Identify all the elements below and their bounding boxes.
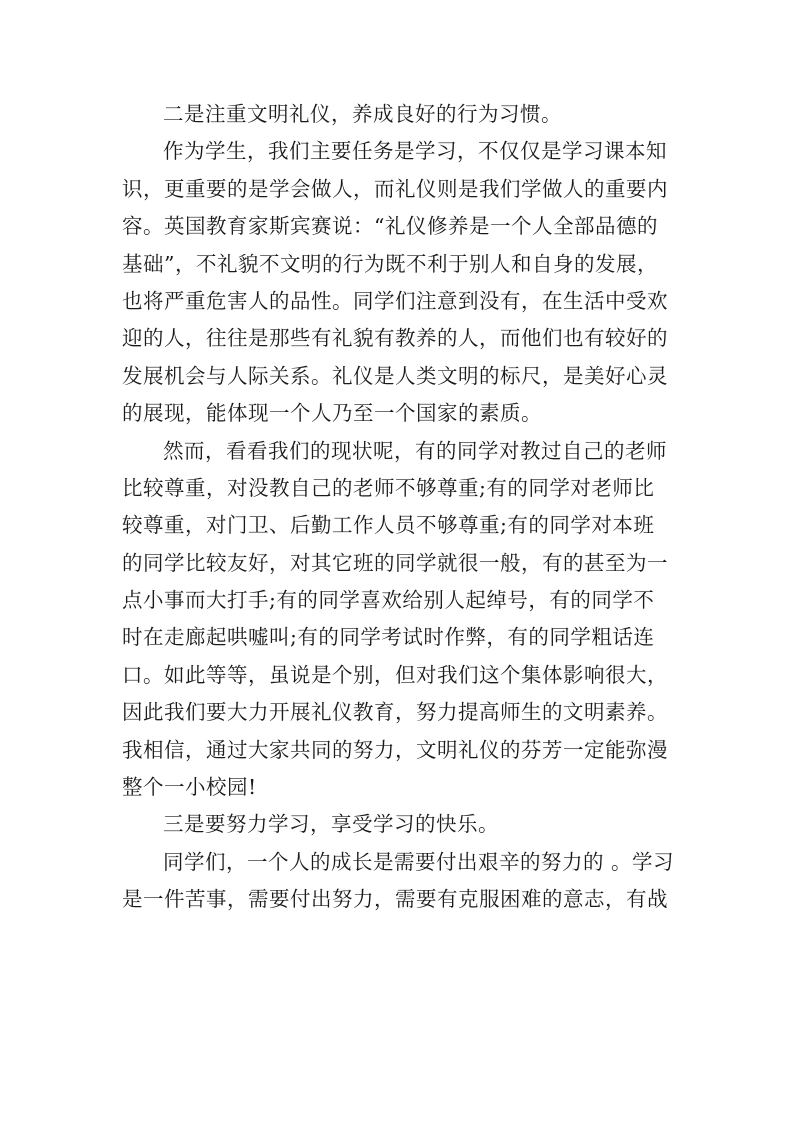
text-line: 识，更重要的是学会做人，而礼仪则是我们学做人的重要内 xyxy=(122,176,668,201)
text-line: 我相信，通过大家共同的努力，文明礼仪的芬芳一定能弥漫 xyxy=(122,737,668,762)
text-line: 比较尊重，对没教自己的老师不够尊重;有的同学对老师比 xyxy=(122,475,655,500)
text-line: 是一件苦事，需要付出努力，需要有克服困难的意志，有战 xyxy=(122,887,668,912)
text-line: 点小事而大打手;有的同学喜欢给别人起绰号，有的同学不 xyxy=(122,588,655,613)
text-line: 迎的人，往往是那些有礼貌有教养的人，而他们也有较好的 xyxy=(122,326,668,351)
text-line: 然而，看看我们的现状呢，有的同学对教过自己的老师 xyxy=(163,438,667,463)
text-line: 时在走廊起哄嘘叫;有的同学考试时作弊，有的同学粗话连 xyxy=(122,625,655,650)
text-line: 因此我们要大力开展礼仪教育，努力提高师生的文明素养。 xyxy=(122,700,668,725)
text-line: 较尊重，对门卫、后勤工作人员不够尊重;有的同学对本班 xyxy=(122,513,655,538)
body-text xyxy=(122,96,674,919)
text-line: 三是要努力学习，享受学习的快乐。 xyxy=(163,812,499,837)
text-line: 的同学比较友好，对其它班的同学就很一般，有的甚至为一 xyxy=(122,550,668,575)
text-line: 整个一小校园! xyxy=(122,775,257,800)
text-line: 基础”，不礼貌不文明的行为既不利于别人和自身的发展， xyxy=(122,251,658,276)
text-line: 同学们，一个人的成长是需要付出艰辛的努力的 。学习 xyxy=(163,849,675,874)
text-line: 也将严重危害人的品性。同学们注意到没有，在生活中受欢 xyxy=(122,288,668,313)
text-line: 口。如此等等，虽说是个别，但对我们这个集体影响很大， xyxy=(122,662,668,687)
text-line: 作为学生，我们主要任务是学习，不仅仅是学习课本知 xyxy=(163,139,667,164)
text-line: 的展现，能体现一个人乃至一个国家的素质。 xyxy=(122,401,542,426)
text-line: 容。英国教育家斯宾赛说：“礼仪修养是一个人全部品德的 xyxy=(122,214,658,239)
text-line: 二是注重文明礼仪，养成良好的行为习惯。 xyxy=(163,102,562,126)
text-line: 发展机会与人际关系。礼仪是人类文明的标尺，是美好心灵 xyxy=(122,363,668,388)
